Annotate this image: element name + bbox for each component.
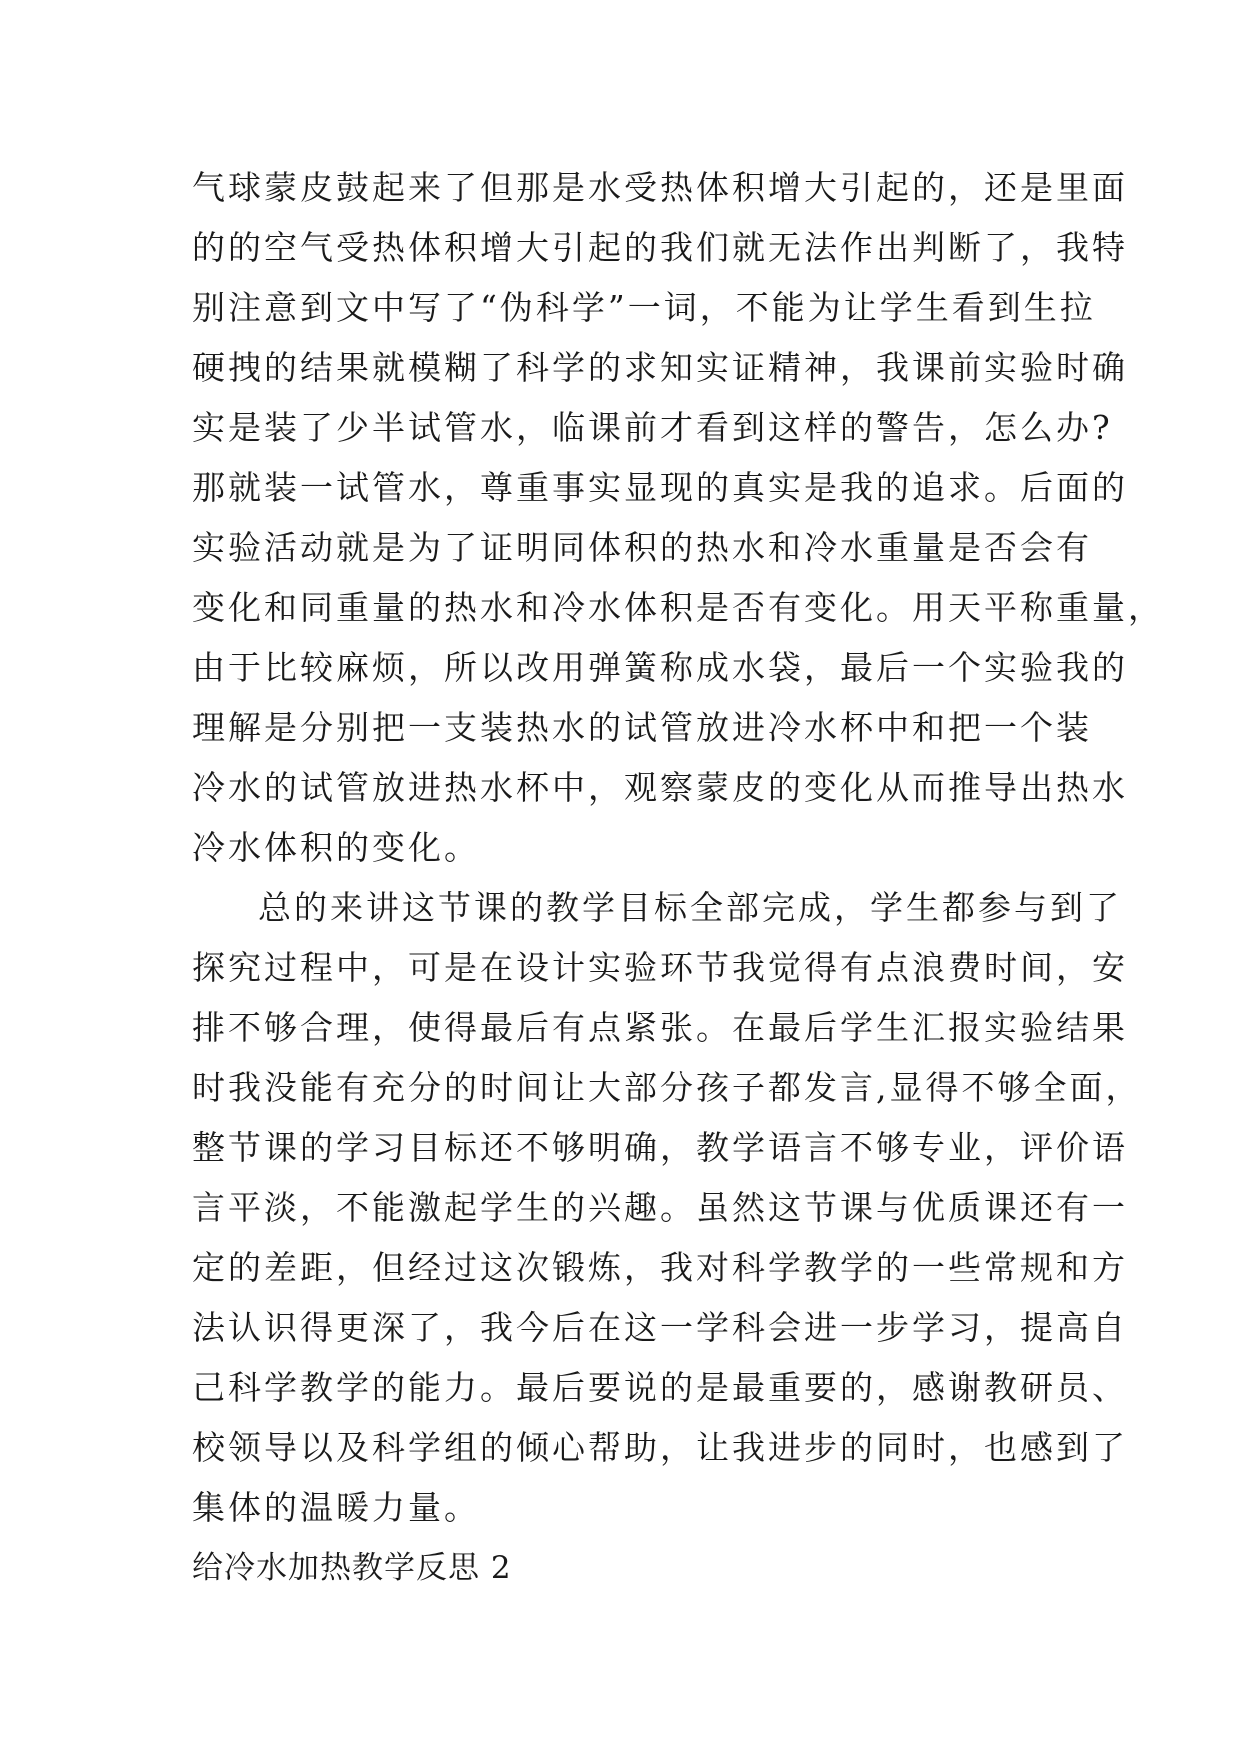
text-line: 理解是分别把一支装热水的试管放进冷水杯中和把一个装 (192, 708, 1092, 747)
text-line: 实是装了少半试管水，临课前才看到这样的警告，怎么办? (192, 408, 1113, 447)
text-line: 由于比较麻烦，所以改用弹簧称成水袋，最后一个实验我的 (192, 648, 1128, 687)
text-line: 变化和同重量的热水和冷水体积是否有变化。用天平称重量， (192, 588, 1164, 627)
text-line: 那就装一试管水，尊重事实显现的真实是我的追求。后面的 (192, 468, 1128, 507)
text-line: 时我没能有充分的时间让大部分孩子都发言,显得不够全面， (192, 1068, 1142, 1107)
text-line: 法认识得更深了，我今后在这一学科会进一步学习，提高自 (192, 1308, 1128, 1347)
text-line: 集体的温暖力量。 (192, 1488, 480, 1527)
text-line: 气球蒙皮鼓起来了但那是水受热体积增大引起的，还是里面 (192, 168, 1128, 207)
text-line: 硬拽的结果就模糊了科学的求知实证精神，我课前实验时确 (192, 348, 1128, 387)
text-line: 己科学教学的能力。最后要说的是最重要的，感谢教研员、 (192, 1368, 1128, 1407)
text-line: 冷水的试管放进热水杯中，观察蒙皮的变化从而推导出热水 (192, 768, 1128, 807)
text-line: 校领导以及科学组的倾心帮助，让我进步的同时，也感到了 (192, 1428, 1128, 1467)
text-line: 别注意到文中写了“伪科学”一词，不能为让学生看到生拉 (192, 288, 1096, 327)
text-line: 言平淡，不能激起学生的兴趣。虽然这节课与优质课还有一 (192, 1188, 1128, 1227)
text-line: 排不够合理，使得最后有点紧张。在最后学生汇报实验结果 (192, 1008, 1128, 1047)
document-body (192, 158, 1164, 1598)
text-line: 冷水体积的变化。 (192, 828, 480, 867)
text-line: 整节课的学习目标还不够明确，教学语言不够专业，评价语 (192, 1128, 1128, 1167)
text-line: 总的来讲这节课的教学目标全部完成，学生都参与到了 (258, 888, 1122, 927)
paragraph-1 (192, 158, 1164, 878)
text-line: 实验活动就是为了证明同体积的热水和冷水重量是否会有 (192, 528, 1092, 567)
section-heading: 给冷水加热教学反思 2 (192, 1550, 512, 1586)
text-line: 定的差距，但经过这次锻炼，我对科学教学的一些常规和方 (192, 1248, 1128, 1287)
text-line: 探究过程中，可是在设计实验环节我觉得有点浪费时间，安 (192, 948, 1128, 987)
text-line: 的的空气受热体积增大引起的我们就无法作出判断了，我特 (192, 228, 1128, 267)
paragraph-2 (192, 878, 1142, 1538)
